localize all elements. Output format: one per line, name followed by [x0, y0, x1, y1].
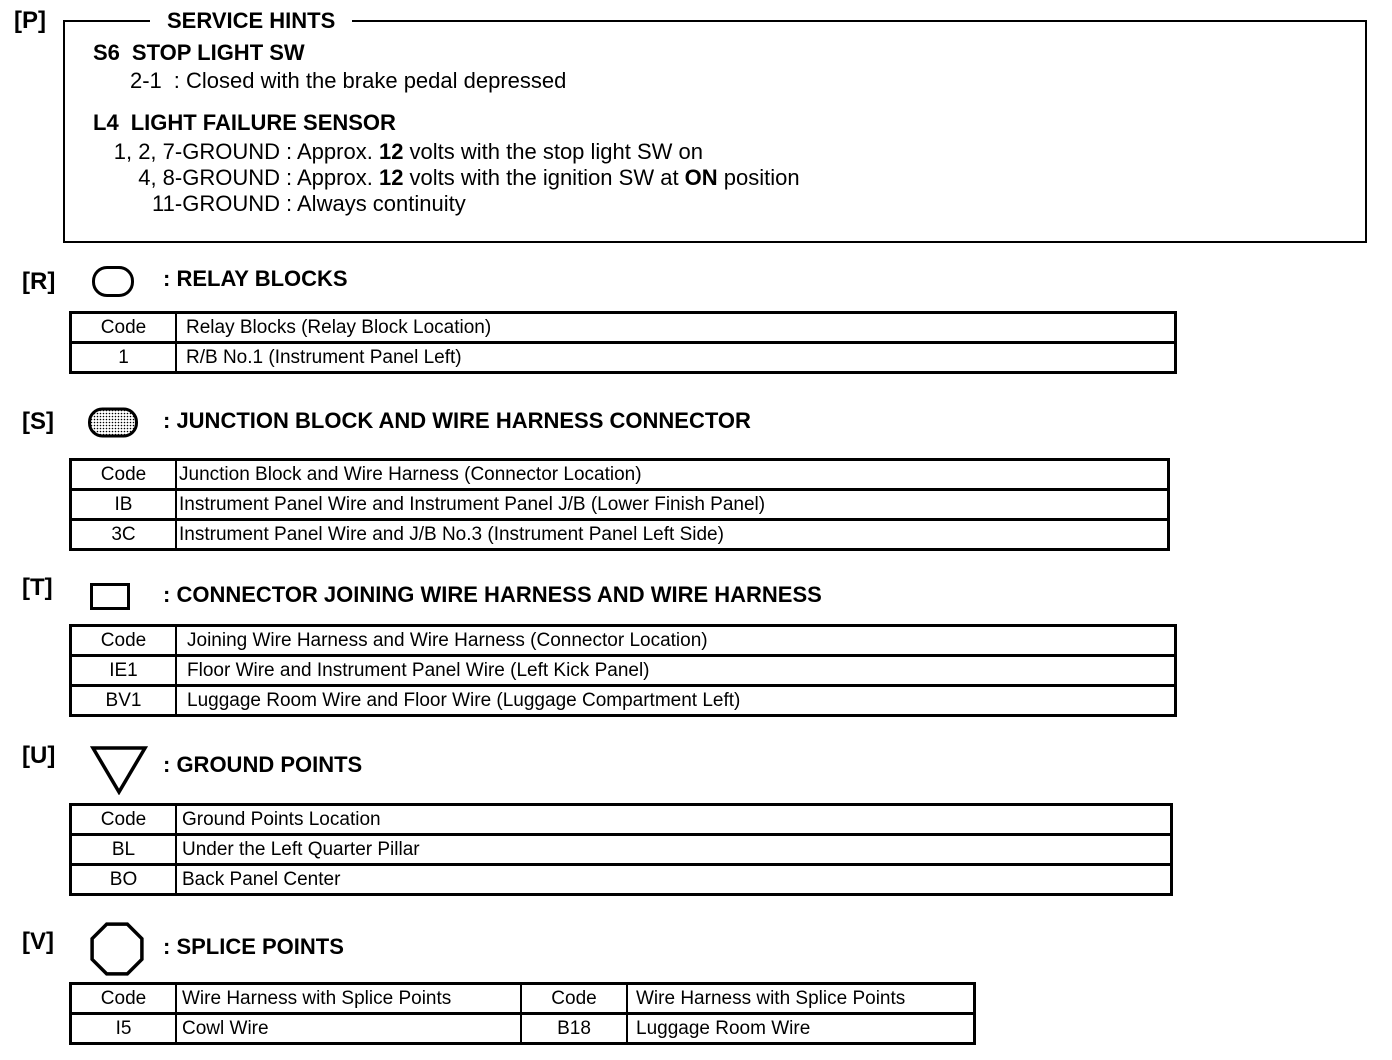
table-row — [72, 341, 1174, 371]
hint-line — [60, 165, 800, 191]
code-cell: IE1 — [72, 657, 177, 684]
connector-icon — [90, 583, 130, 610]
connectors-table — [69, 624, 1177, 717]
code-cell: BV1 — [72, 687, 177, 714]
column-header-location: Ground Points Location — [182, 809, 381, 830]
column-header-code: Code — [72, 461, 177, 488]
code-cell: IB — [72, 491, 177, 518]
column-header-location: Joining Wire Harness and Wire Harness (Connector Location) — [187, 630, 708, 651]
code-cell: BO — [72, 866, 177, 893]
hint-text — [286, 139, 703, 164]
service-hints-title: SERVICE HINTS — [150, 8, 352, 34]
section-marker-p: [P] — [14, 7, 46, 34]
column-header-code: Code — [522, 985, 628, 1012]
code-cell: 3C — [72, 521, 177, 548]
relay-blocks-table — [69, 311, 1177, 374]
table-row — [72, 833, 1170, 863]
section-marker-v: [V] — [22, 928, 54, 955]
hint-text-part: : Approx. — [286, 165, 379, 190]
section-marker-u: [U] — [22, 742, 56, 769]
junction-blocks-table — [69, 458, 1170, 551]
column-header-code: Code — [72, 985, 177, 1012]
table-row — [72, 654, 1174, 684]
section-title-ground-points: : GROUND POINTS — [163, 752, 363, 777]
location-cell: R/B No.1 (Instrument Panel Left) — [186, 347, 462, 368]
component-code: L4 — [93, 110, 119, 135]
hint-value: 12 — [378, 165, 404, 190]
hint-text-part: : Approx. — [286, 139, 379, 164]
table-header-row — [72, 627, 1174, 654]
section-title-splice-points: : SPLICE POINTS — [163, 934, 344, 959]
section-marker-r: [R] — [22, 268, 56, 295]
column-header-code: Code — [72, 806, 177, 833]
location-cell: Back Panel Center — [182, 869, 341, 890]
component-code: S6 — [93, 40, 120, 65]
location-cell: Instrument Panel Wire and Instrument Panel J/B (Lower Finish Panel) — [179, 494, 766, 515]
column-header-wire-harness: Wire Harness with Splice Points — [636, 988, 906, 1009]
wire-harness-cell: Cowl Wire — [177, 1015, 522, 1042]
table-row — [72, 684, 1174, 714]
code-cell: 1 — [72, 344, 177, 371]
component-name: STOP LIGHT SW — [131, 40, 305, 65]
hint-value: ON — [684, 165, 718, 190]
table-header-row — [72, 806, 1170, 833]
table-header-row — [72, 314, 1174, 341]
hint-text-part: volts with the stop light SW on — [403, 139, 704, 164]
table-header-row — [72, 461, 1167, 488]
table-row — [72, 518, 1167, 548]
component-heading-s6 — [93, 40, 305, 66]
hint-line — [60, 139, 703, 165]
location-cell: Under the Left Quarter Pillar — [182, 839, 420, 860]
section-title-junction-block: : JUNCTION BLOCK AND WIRE HARNESS CONNECTOR — [163, 408, 751, 433]
junction-block-icon — [87, 406, 139, 440]
hint-text — [286, 165, 800, 190]
code-cell: B18 — [522, 1015, 628, 1042]
hint-text — [286, 191, 466, 216]
pin-label: 1, 2, 7-GROUND — [113, 139, 280, 164]
ground-points-table — [69, 803, 1173, 896]
section-title-connector: : CONNECTOR JOINING WIRE HARNESS AND WIRE HARNESS — [163, 582, 822, 607]
column-header-wire-harness: Wire Harness with Splice Points — [177, 985, 522, 1012]
section-marker-t: [T] — [22, 574, 53, 601]
pin-label: 4, 8-GROUND — [138, 165, 280, 190]
column-header-location: Relay Blocks (Relay Block Location) — [186, 317, 492, 338]
section-marker-s: [S] — [22, 408, 54, 435]
splice-point-icon — [89, 921, 145, 977]
column-header-location: Junction Block and Wire Harness (Connector Location) — [179, 464, 642, 485]
component-name: LIGHT FAILURE SENSOR — [130, 110, 396, 135]
location-cell: Luggage Room Wire and Floor Wire (Luggage Compartment Left) — [187, 690, 741, 711]
location-cell: Floor Wire and Instrument Panel Wire (Left Kick Panel) — [187, 660, 650, 681]
hint-text: : Closed with the brake pedal depressed — [173, 68, 567, 93]
hint-value: 12 — [378, 139, 404, 164]
hint-text-part: : Always continuity — [286, 191, 466, 216]
hint-line — [130, 68, 566, 94]
table-row — [72, 488, 1167, 518]
hint-line — [60, 191, 466, 217]
column-header-code: Code — [72, 627, 177, 654]
table-row — [72, 863, 1170, 893]
table-header-row — [72, 985, 973, 1012]
hint-text-part: position — [717, 165, 800, 190]
wire-harness-cell: Luggage Room Wire — [636, 1018, 811, 1039]
section-title-relay-blocks: : RELAY BLOCKS — [163, 266, 348, 291]
splice-points-table — [69, 982, 976, 1045]
component-heading-l4 — [93, 110, 396, 136]
pin-label: 2-1 — [130, 68, 162, 93]
hint-text-part: volts with the ignition SW at — [403, 165, 685, 190]
ground-point-icon — [90, 745, 148, 795]
table-row — [72, 1012, 973, 1042]
code-cell: BL — [72, 836, 177, 863]
location-cell: Instrument Panel Wire and J/B No.3 (Instrument Panel Left Side) — [179, 524, 724, 545]
relay-block-icon — [92, 266, 134, 297]
code-cell: I5 — [72, 1015, 177, 1042]
column-header-code: Code — [72, 314, 177, 341]
pin-label: 11-GROUND — [152, 191, 280, 216]
